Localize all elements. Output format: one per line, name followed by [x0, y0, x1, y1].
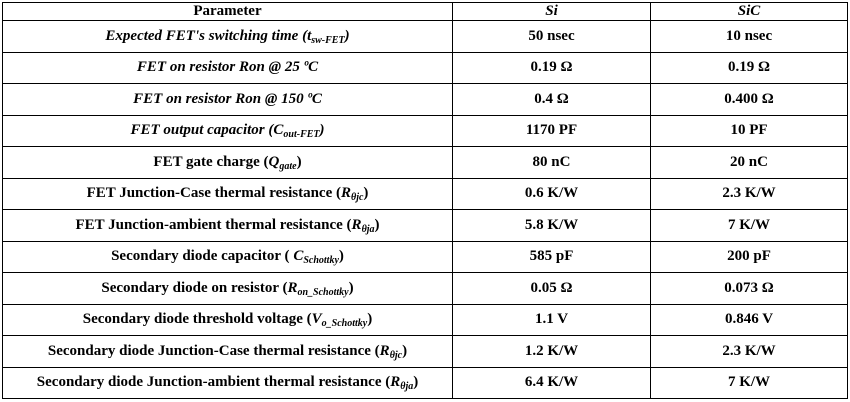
parameter-cell — [3, 241, 453, 273]
sic-value-cell: 0.400 Ω — [651, 84, 848, 116]
sic-value-cell: 10 PF — [651, 115, 848, 147]
parameter-symbol: R — [340, 185, 351, 202]
parameter-label: Secondary diode Junction-ambient thermal resistance ( — [36, 374, 391, 391]
table-row — [3, 241, 848, 273]
si-value-cell: 80 nC — [453, 147, 651, 179]
parameter-label: FET gate charge ( — [153, 153, 269, 170]
parameter-cell — [3, 336, 453, 368]
parameter-subscript: θja — [400, 381, 414, 393]
parameter-label: Secondary diode threshold voltage ( — [82, 311, 312, 328]
parameter-close-paren: ) — [348, 279, 354, 296]
parameter-cell — [3, 178, 453, 210]
parameter-subscript: sw-FET — [311, 34, 345, 46]
parameter-symbol: t — [307, 27, 312, 44]
parameter-subscript: on_Schottky — [297, 286, 349, 298]
parameter-cell — [3, 273, 453, 305]
parameter-cell — [3, 367, 453, 399]
si-value-cell: 50 nsec — [453, 21, 651, 53]
sic-value-cell: 0.19 Ω — [651, 52, 848, 84]
parameter-close-paren: ) — [374, 216, 380, 233]
parameter-cell — [3, 84, 453, 116]
parameter-close-paren: ) — [367, 311, 373, 328]
si-value-cell: 0.19 Ω — [453, 52, 651, 84]
parameter-subscript: o_Schottky — [321, 318, 368, 330]
sic-value-cell: 0.846 V — [651, 304, 848, 336]
header-si: Si — [453, 3, 651, 21]
table-row — [3, 336, 848, 368]
parameter-subscript: gate — [279, 160, 297, 172]
parameter-cell — [3, 21, 453, 53]
si-value-cell: 0.6 K/W — [453, 178, 651, 210]
si-value-cell: 0.05 Ω — [453, 273, 651, 305]
parameter-label: FET Junction-Case thermal resistance ( — [86, 185, 341, 202]
si-value-cell: 585 pF — [453, 241, 651, 273]
parameter-subscript: Schottky — [303, 255, 339, 267]
table-row — [3, 210, 848, 242]
sic-value-cell: 20 nC — [651, 147, 848, 179]
parameter-subscript: θja — [361, 223, 375, 235]
parameter-cell — [3, 115, 453, 147]
parameter-symbol: R — [287, 279, 298, 296]
header-parameter: Parameter — [3, 3, 453, 21]
parameter-cell — [3, 147, 453, 179]
table-row — [3, 115, 848, 147]
si-value-cell: 1170 PF — [453, 115, 651, 147]
sic-value-cell: 2.3 K/W — [651, 336, 848, 368]
parameters-table — [2, 2, 848, 399]
parameter-close-paren: ) — [338, 248, 344, 265]
table-row — [3, 84, 848, 116]
parameter-subscript: θjc — [351, 192, 364, 204]
parameter-label: Secondary diode Junction-Case thermal resistance ( — [47, 342, 380, 359]
table-row — [3, 147, 848, 179]
sic-value-cell: 2.3 K/W — [651, 178, 848, 210]
parameter-subscript: θjc — [389, 349, 403, 361]
table-row — [3, 52, 848, 84]
parameter-symbol: R — [390, 374, 401, 391]
parameter-symbol: C — [273, 122, 284, 139]
si-value-cell: 5.8 K/W — [453, 210, 651, 242]
parameter-label: Expected FET's switching time ( — [105, 27, 308, 44]
parameter-close-paren: ) — [344, 27, 350, 44]
parameter-cell — [3, 304, 453, 336]
parameter-label: FET on resistor Ron @ 25 ºC — [136, 59, 319, 76]
parameter-close-paren: ) — [363, 185, 369, 202]
parameter-symbol: R — [351, 216, 362, 233]
sic-value-cell: 7 K/W — [651, 367, 848, 399]
parameter-subscript: out-FET — [283, 129, 320, 141]
parameter-close-paren: ) — [296, 153, 302, 170]
parameter-label: FET Junction-ambient thermal resistance ( — [75, 216, 352, 233]
header-sic: SiC — [651, 3, 848, 21]
table-row — [3, 178, 848, 210]
parameter-label: FET on resistor Ron @ 150 ºC — [133, 90, 322, 107]
parameter-cell — [3, 210, 453, 242]
si-value-cell: 0.4 Ω — [453, 84, 651, 116]
si-value-cell: 6.4 K/W — [453, 367, 651, 399]
parameter-symbol: Q — [268, 153, 280, 170]
sic-value-cell: 0.073 Ω — [651, 273, 848, 305]
parameter-label: Secondary diode capacitor ( — [111, 248, 294, 265]
table-row — [3, 304, 848, 336]
parameter-close-paren: ) — [413, 374, 419, 391]
parameter-close-paren: ) — [319, 122, 325, 139]
parameter-label: Secondary diode on resistor ( — [101, 279, 288, 296]
header-row — [3, 3, 848, 21]
sic-value-cell: 200 pF — [651, 241, 848, 273]
sic-value-cell: 10 nsec — [651, 21, 848, 53]
table-body — [3, 21, 848, 399]
parameter-symbol: R — [379, 342, 390, 359]
parameter-symbol: V — [311, 311, 322, 328]
table-row — [3, 367, 848, 399]
parameter-cell — [3, 52, 453, 84]
sic-value-cell: 7 K/W — [651, 210, 848, 242]
parameter-close-paren: ) — [402, 342, 408, 359]
parameter-symbol: C — [293, 248, 304, 265]
table-row — [3, 273, 848, 305]
si-value-cell: 1.2 K/W — [453, 336, 651, 368]
parameter-label: FET output capacitor ( — [130, 122, 274, 139]
si-value-cell: 1.1 V — [453, 304, 651, 336]
table-row — [3, 21, 848, 53]
